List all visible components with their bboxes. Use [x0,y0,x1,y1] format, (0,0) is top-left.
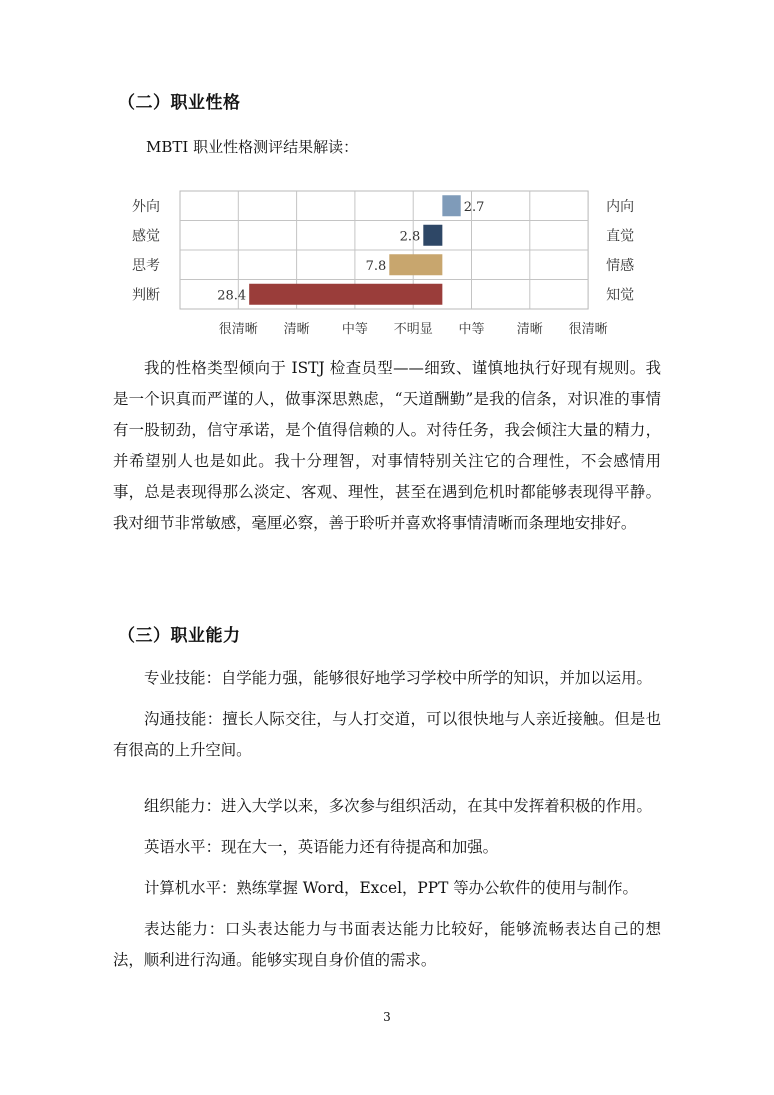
bar-value-label: 2.8 [399,229,421,245]
bar-value-label: 2.7 [463,199,485,215]
row-right-label: 内向 [606,198,635,215]
bar-0 [442,195,460,216]
x-category-label: 清晰 [516,322,543,337]
x-category-label: 中等 [341,322,368,337]
bar-1 [423,225,442,246]
page-number: 3 [383,1010,391,1024]
ability-computer: 计算机水平：熟练掌握 Word，Excel，PPT 等办公软件的使用与制作。 [144,879,638,897]
bar-value-label: 28.4 [217,288,247,304]
ability-organization: 组织能力：进入大学以来，多次参与组织活动，在其中发挥着积极的作用。 [144,797,652,815]
x-category-label: 很清晰 [568,322,608,337]
x-category-label: 很清晰 [218,322,258,337]
bar-value-label: 7.8 [365,258,387,274]
ability-professional: 专业技能：自学能力强，能够很好地学习学校中所学的知识，并加以运用。 [144,669,652,687]
ability-english: 英语水平：现在大一，英语能力还有待提高和加强。 [144,838,498,856]
section-heading-personality: （二）职业性格 [118,93,241,113]
x-category-label: 中等 [458,322,485,337]
row-left-label: 感觉 [132,228,160,245]
row-right-label: 知觉 [606,287,635,304]
ability-expression: 表达能力：口头表达能力与书面表达能力比较好，能够流畅表达自己的想法，顺利进行沟通。能够实现自身价值的需求。 [113,920,661,969]
mbti-intro: MBTI 职业性格测评结果解读： [146,138,359,156]
ability-communication: 沟通技能：擅长人际交往，与人打交道，可以很快地与人亲近接触。但是也有很高的上升空间。 [113,710,661,759]
bar-3 [249,284,442,305]
row-right-label: 情感 [606,257,635,274]
section-heading-ability: （三）职业能力 [118,626,241,646]
bar-2 [389,254,442,275]
row-left-label: 外向 [132,198,160,215]
x-category-label: 不明显 [393,322,433,337]
row-left-label: 思考 [132,257,160,274]
row-left-label: 判断 [132,287,160,304]
mbti-chart [118,186,635,337]
row-right-label: 直觉 [606,228,635,245]
chart-labels [132,198,634,337]
personality-paragraph: 我的性格类型倾向于 ISTJ 检查员型——细致、谨慎地执行好现有规则。我是一个识真而严谨的人，做事深思熟虑，“天道酬勤”是我的信条，对识准的事情有一股韧劲，信守承诺，是个值得信赖的人。对待任务，我会倾注大量的精力，并希望别人也是如此。我十分理智，对事情特别关注它的合理性，不会感情用事，总是表现得那么淡定、客观、理性，甚至在遇到危机时都能够表现得平静。我对细节非常敏感，毫厘必察，善于聆听并喜欢将事情清晰而条理地安排好。 [113,359,661,532]
x-category-label: 清晰 [283,322,310,337]
